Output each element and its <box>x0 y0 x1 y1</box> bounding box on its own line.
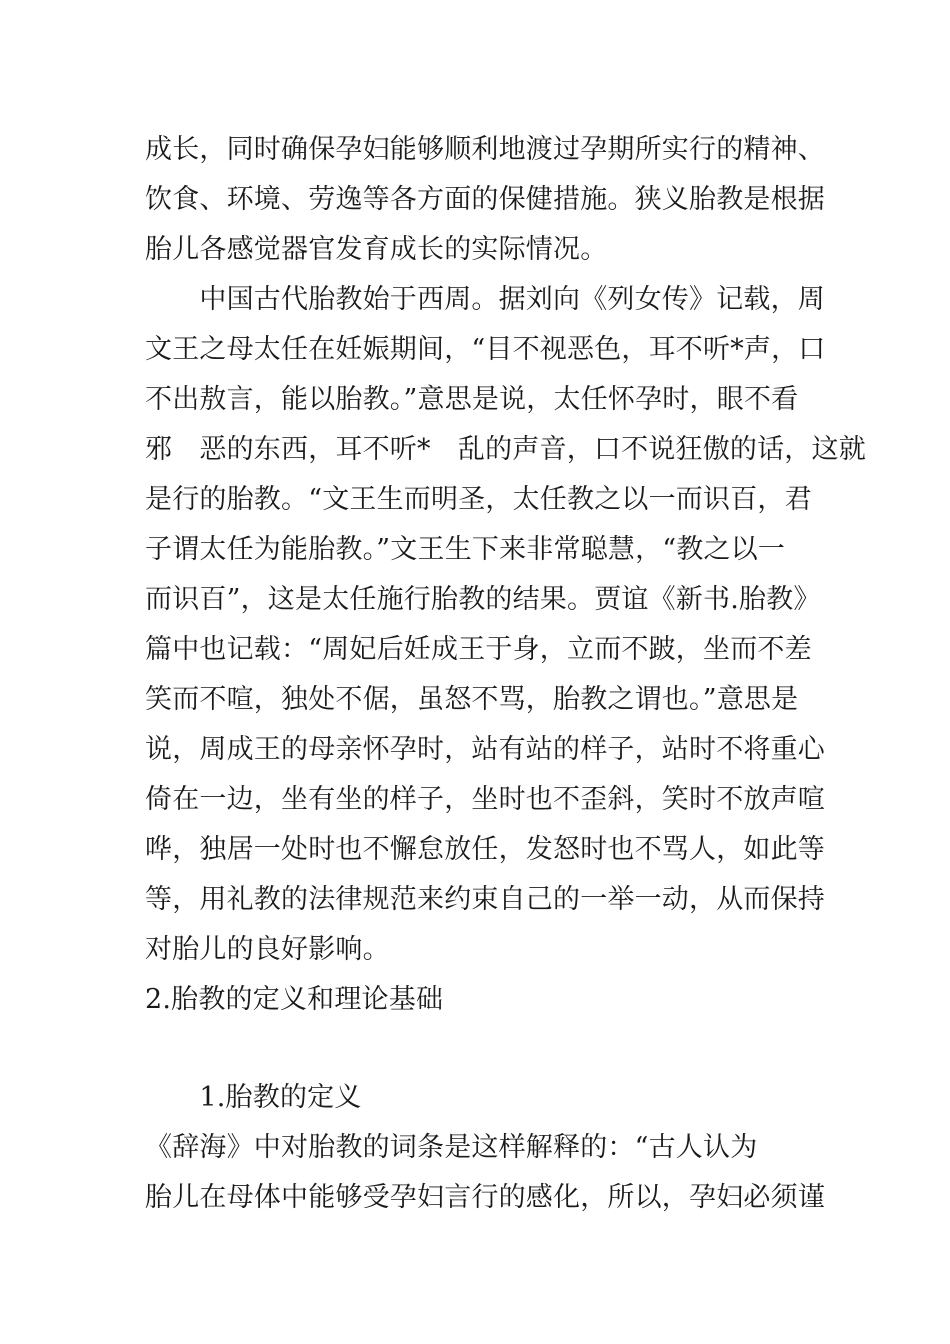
text-line: 而识百”，这是太任施行胎教的结果。贾谊《新书.胎教》 <box>145 584 821 615</box>
text-line: 《辞海》中对胎教的词条是这样解释的：“古人认为 <box>145 1132 758 1163</box>
text-line: 文王之母太任在妊娠期间，“目不视恶色，耳不听*声，口 <box>145 334 826 365</box>
text-line: 胎儿各感觉器官发育成长的实际情况。 <box>145 234 608 265</box>
text-line: 是行的胎教。“文王生而明圣，太任教之以一而识百，君 <box>145 484 812 515</box>
text-line: 等，用礼教的法律规范来约束自己的一举一动，从而保持 <box>145 884 825 915</box>
text-line: 中国古代胎教始于西周。据刘向《列女传》记载，周 <box>145 284 825 315</box>
text-line: 不出敖言，能以胎教。”意思是说，太任怀孕时，眼不看 <box>145 384 799 415</box>
text-line: 笑而不喧，独处不倨，虽怒不骂，胎教之谓也。”意思是 <box>145 684 799 715</box>
text-line: 倚在一边，坐有坐的样子，坐时也不歪斜，笑时不放声喧 <box>145 784 825 815</box>
text-line: 子谓太任为能胎教。”文王生下来非常聪慧，“教之以一 <box>145 534 786 565</box>
subsection-heading: 1.胎教的定义 <box>145 1082 362 1113</box>
text-line: 邪 恶的东西，耳不听* 乱的声音，口不说狂傲的话，这就 <box>145 434 866 465</box>
text-line: 说，周成王的母亲怀孕时，站有站的样子，站时不将重心 <box>145 734 825 765</box>
text-line: 饮食、环境、劳逸等各方面的保健措施。狭义胎教是根据 <box>145 184 825 215</box>
text-line: 成长，同时确保孕妇能够顺利地渡过孕期所实行的精神、 <box>145 134 825 165</box>
text-line: 胎儿在母体中能够受孕妇言行的感化，所以，孕妇必须谨 <box>145 1182 825 1213</box>
section-heading: 2.胎教的定义和理论基础 <box>145 984 444 1015</box>
text-line: 哗，独居一处时也不懈怠放任，发怒时也不骂人，如此等 <box>145 834 825 865</box>
text-line: 对胎儿的良好影响。 <box>145 934 390 965</box>
text-line: 篇中也记载：“周妃后妊成王于身，立而不跛，坐而不差 <box>145 634 812 665</box>
